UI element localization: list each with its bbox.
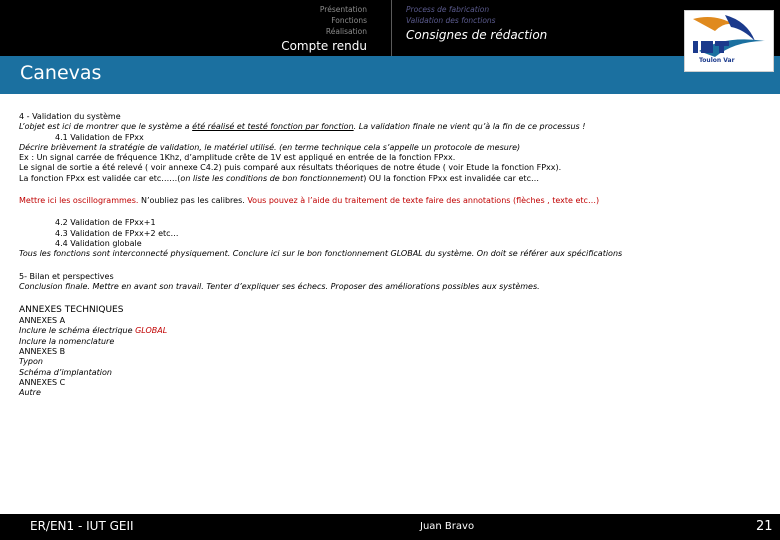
footer-bar bbox=[0, 514, 780, 540]
subsection-4-4: 4.4 Validation globale bbox=[55, 238, 142, 248]
annexe-a-item-1: Inclure le schéma électrique GLOBAL bbox=[19, 326, 168, 336]
nav-item-presentation[interactable]: Présentation bbox=[319, 5, 367, 14]
nav-right-group bbox=[406, 4, 547, 43]
section-5-title: 5- Bilan et perspectives bbox=[19, 271, 114, 281]
nav-divider bbox=[391, 0, 392, 56]
annexe-c-title: ANNEXES C bbox=[19, 377, 66, 387]
output-signal-line: Le signal de sortie a été relevé ( voir annexe C4.2) puis comparé aux résultats théoriques de notre étude ( voir Etude la fonction FPxx). bbox=[19, 163, 562, 173]
top-navigation-bar bbox=[0, 0, 780, 56]
document-body bbox=[19, 112, 759, 399]
annexe-b-item-1: Typon bbox=[19, 357, 43, 367]
example-line: Ex : Un signal carrée de fréquence 1Khz, d’amplitude crête de 1V est appliqué en entrée de la fonction FPxx. bbox=[19, 153, 456, 163]
annexe-b-item-2: Schéma d’implantation bbox=[19, 367, 112, 377]
annexes-title: ANNEXES TECHNIQUES bbox=[19, 305, 124, 316]
logo-label: Toulon Var bbox=[699, 57, 735, 64]
page-number: 21 bbox=[756, 519, 773, 534]
global-conclusion-line: Tous les fonctions sont interconnecté physiquement. Conclure ici sur le bon fonctionnement GLOBAL du système. On doit se référer aux spécifications bbox=[19, 249, 623, 259]
nav-item-compte-rendu[interactable]: Compte rendu bbox=[281, 39, 367, 53]
footer-course: ER/EN1 - IUT GEII bbox=[30, 519, 134, 533]
strategy-line: Décrire brièvement la stratégie de validation, le matériel utilisé. (en terme technique cela s’appelle un protocole de mesure) bbox=[19, 142, 521, 152]
nav-item-validation[interactable]: Validation des fonctions bbox=[406, 16, 496, 25]
validation-line: La fonction FPxx est validée car etc……(on liste les conditions de bon fonctionnement) OU la fonction FPxx est invalidée car etc… bbox=[19, 173, 539, 183]
page-title: Canevas bbox=[20, 62, 102, 84]
section-4-title: 4 - Validation du système bbox=[19, 112, 121, 121]
title-band bbox=[0, 56, 780, 94]
subsection-4-2: 4.2 Validation de FPxx+1 bbox=[55, 218, 156, 228]
nav-item-fonctions[interactable]: Fonctions bbox=[331, 16, 367, 25]
nav-item-process[interactable]: Process de fabrication bbox=[406, 5, 490, 14]
annexe-a-item-2: Inclure la nomenclature bbox=[19, 336, 115, 346]
subsection-4-1: 4.1 Validation de FPxx bbox=[55, 132, 144, 142]
iut-logo bbox=[684, 10, 774, 72]
underlined-phrase: été réalisé et testé fonction par fonction bbox=[192, 122, 354, 132]
oscillogram-note: Mettre ici les oscillogrammes. N’oubliez pas les calibres. Vous pouvez à l’aide du traitement de texte faire des annotations (flèches , texte etc…) bbox=[19, 196, 600, 206]
annexe-b-title: ANNEXES B bbox=[19, 347, 66, 357]
nav-left-group bbox=[0, 4, 367, 54]
nav-item-consignes[interactable]: Consignes de rédaction bbox=[406, 28, 548, 42]
footer-author: Juan Bravo bbox=[420, 521, 475, 532]
objective-line: L’objet est ici de montrer que le système a été réalisé et testé fonction par fonction. La validation finale ne vient qu’à la fin de ce processus ! bbox=[19, 122, 586, 132]
subsection-4-3: 4.3 Validation de FPxx+2 etc… bbox=[55, 228, 179, 238]
final-conclusion-line: Conclusion finale. Mettre en avant son travail. Tenter d’expliquer ses échecs. Proposer des améliorations possibles aux systèmes. bbox=[19, 281, 540, 291]
nav-item-realisation[interactable]: Réalisation bbox=[325, 27, 367, 36]
annexe-c-item-1: Autre bbox=[19, 388, 41, 398]
annexe-a-title: ANNEXES A bbox=[19, 316, 66, 326]
